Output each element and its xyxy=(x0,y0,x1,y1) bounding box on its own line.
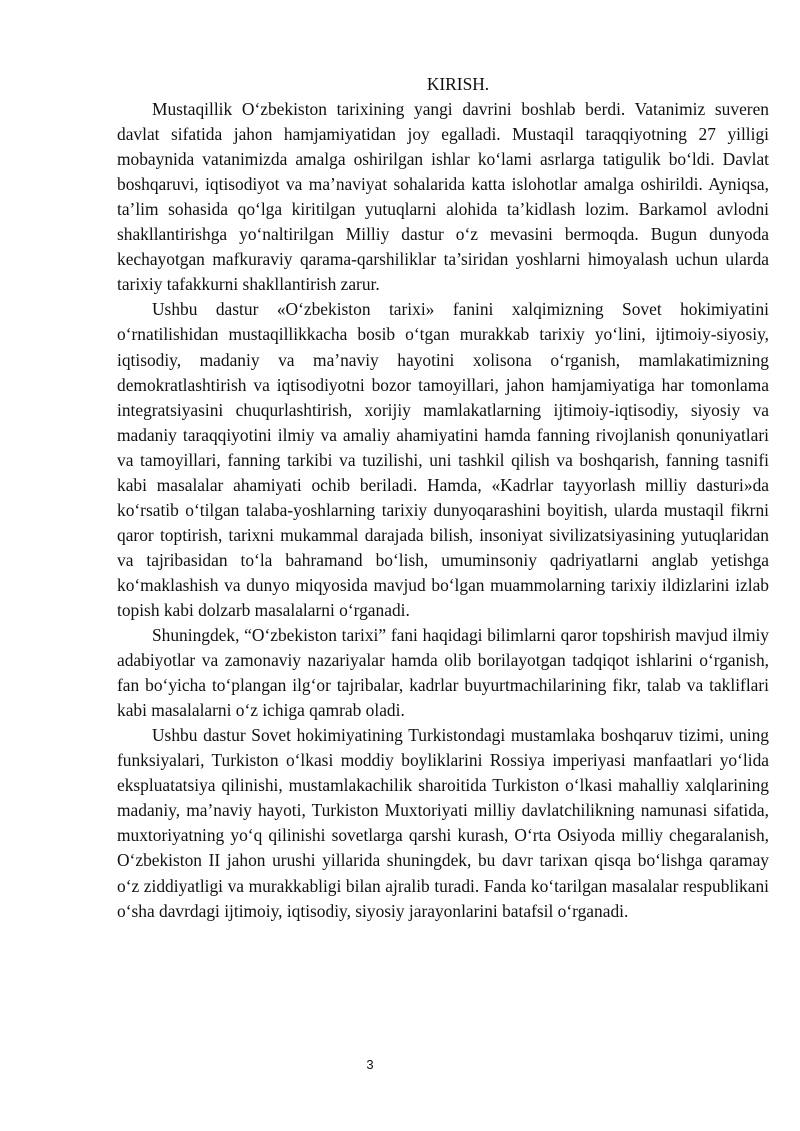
paragraph-program-goals: Ushbu dastur «O‘zbekiston tarixi» fanini xalqimizning Sovet hokimiyatini o‘rnatilishidan mustaqillikkacha bosib o‘tgan murakkab tarixiy yo‘lini, ijtimoiy-siyosiy, iqtisodiy, madaniy va ma’naviy hayotini xolisona o‘rganish, mamlakatimizning demokratlashtirish va iqtisodiyotni bozor tamoyillari, jahon hamjamiyatiga har tomonlama integratsiyasini chuqurlashtirish, xorijiy mamlakatlarning ijtimoiy-iqtisodiy, siyosiy va madaniy taraqqiyotini ilmiy va amaliy ahamiyatini hamda fanning rivojlanish qonuniyatlari va tamoyillari, fanning tarkibi va tuzilishi, uni tashkil qilish va boshqarish, fanning tasnifi kabi masalalar ahamiyati ochib beriladi. Hamda, «Kadrlar tayyorlash milliy dasturi»da ko‘rsatib o‘tilgan talaba-yoshlarning tarixiy dunyoqarashini boyitish, ularda mustaqil fikrni qaror toptirish, tarixni mukammal darajada bilish, insoniyat sivilizatsiyasining yutuqlaridan va tajribasidan to‘la bahramand bo‘lish, umuminsoniy qadriyatlarni anglab yetishga ko‘maklashish va dunyo miqyosida mavjud bo‘lgan muammolarning tarixiy ildizlarini izlab topish kabi dolzarb masalalarni o‘rganadi. xyxy=(117,299,769,620)
page-body xyxy=(117,72,769,924)
paragraph-intro: Mustaqillik O‘zbekiston tarixining yangi davrini boshlab berdi. Vatanimiz suveren davlat sifatida jahon hamjamiyatidan joy egalladi. Mustaqil taraqqiyotning 27 yilligi mobaynida vatanimizda amalga oshirilgan ishlar ko‘lami asrlarga tatigulik bo‘ldi. Davlat boshqaruvi, iqtisodiyot va ma’naviyat sohalarida katta islohotlar amalga oshirildi. Ayniqsa, ta’lim sohasida qo‘lga kiritilgan yutuqlarni alohida ta’kidlash lozim. Barkamol avlodni shakllantirishga yo‘naltirilgan Milliy dastur o‘z mevasini bermoqda. Bugun dunyoda kechayotgan mafkuraviy qarama-qarshiliklar ta’siridan yoshlarni himoyalash uchun ularda tarixiy tafakkurni shakllantirish zarur. xyxy=(117,99,769,295)
paragraph-soviet-period: Ushbu dastur Sovet hokimiyatining Turkistondagi mustamlaka boshqaruv tizimi, uning funksiyalari, Turkiston o‘lkasi moddiy boyliklarini Rossiya imperiyasi manfaatlari yo‘lida ekspluatatsiya qilinishi, mustamlakachilik sharoitida Turkiston o‘lkasi mahalliy xalqlarining madaniy, ma’naviy hayoti, Turkiston Muxtoriyati milliy davlatchilikning namunasi sifatida, muxtoriyatning yo‘q qilinishi sovetlarga qarshi kurash, O‘rta Osiyoda milliy chegaralanish, O‘zbekiston II jahon urushi yillarida shuningdek, bu davr tarixan qisqa bo‘lishga qaramay o‘z ziddiyatligi va murakkabligi bilan ajralib turadi. Fanda ko‘tarilgan masalalar respublikani o‘sha davrdagi ijtimoiy, iqtisodiy, siyosiy jarayonlarini batafsil o‘rganadi. xyxy=(117,725,769,921)
paragraph-knowledge: Shuningdek, “O‘zbekiston tarixi” fani haqidagi bilimlarni qaror topshirish mavjud ilmiy adabiyotlar va zamonaviy nazariyalar hamda olib borilayotgan tadqiqot ishlarini o‘rganish, fan bo‘yicha to‘plangan ilg‘or tajribalar, kadrlar buyurtmachilarining fikr, talab va takliflari kabi masalalarni o‘z ichiga qamrab oladi. xyxy=(117,625,769,721)
page-number: 3 xyxy=(366,1057,374,1072)
page-title: KIRISH. xyxy=(426,74,490,94)
